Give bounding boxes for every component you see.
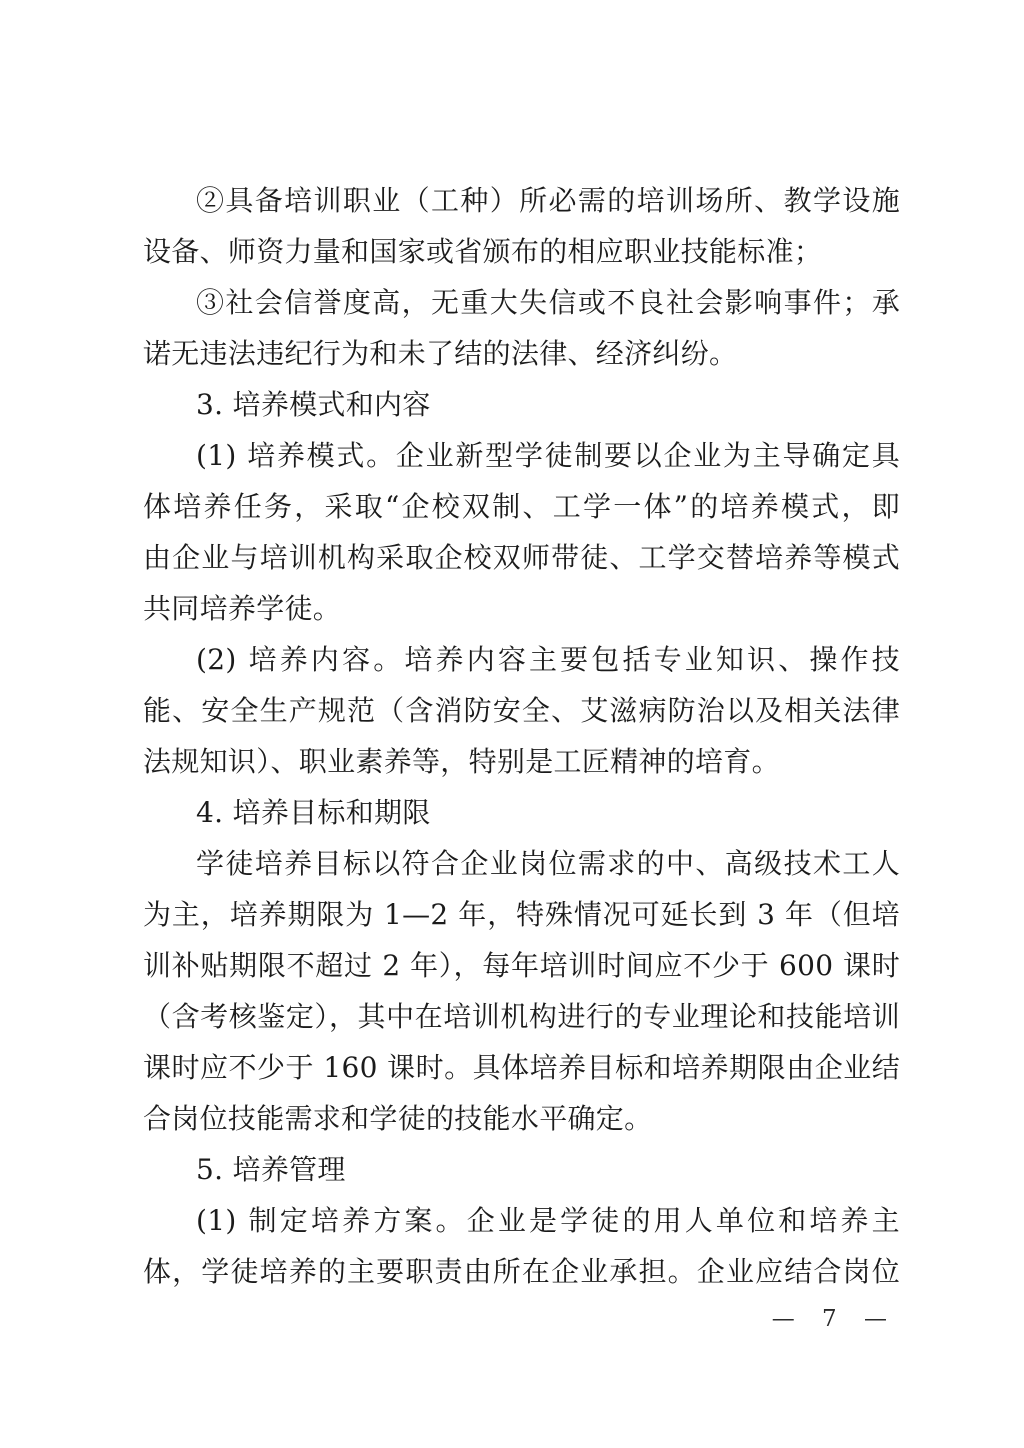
text-line: 共同培养学徒。 bbox=[143, 592, 342, 625]
text-line: 由企业与培训机构采取企校双师带徒、工学交替培养等模式 bbox=[143, 541, 900, 574]
text-line: 合岗位技能需求和学徒的技能水平确定。 bbox=[143, 1102, 653, 1135]
text-line: 课时应不少于 160 课时。具体培养目标和培养期限由企业结 bbox=[143, 1051, 900, 1084]
text-line: 设备、师资力量和国家或省颁布的相应职业技能标准； bbox=[143, 235, 823, 268]
section-heading: 3. 培养模式和内容 bbox=[196, 388, 431, 421]
text-line: 体培养任务，采取“企校双制、工学一体”的培养模式，即 bbox=[143, 490, 900, 523]
text-line: (1) 培养模式。企业新型学徒制要以企业为主导确定具 bbox=[196, 439, 900, 472]
text-line: 能、安全生产规范（含消防安全、艾滋病防治以及相关法律 bbox=[143, 694, 900, 727]
text-line: ③社会信誉度高，无重大失信或不良社会影响事件；承 bbox=[196, 286, 900, 319]
section-heading: 5. 培养管理 bbox=[196, 1153, 346, 1186]
page-number: — 7 — bbox=[771, 1306, 897, 1332]
text-line: 诺无违法违纪行为和未了结的法律、经济纠纷。 bbox=[143, 337, 738, 370]
text-line: 法规知识）、职业素养等，特别是工匠精神的培育。 bbox=[143, 745, 780, 778]
text-line: （含考核鉴定），其中在培训机构进行的专业理论和技能培训 bbox=[143, 1000, 900, 1033]
text-line: ②具备培训职业（工种）所必需的培训场所、教学设施 bbox=[196, 184, 900, 217]
text-line: (2) 培养内容。培养内容主要包括专业知识、操作技 bbox=[196, 643, 900, 676]
text-line: (1) 制定培养方案。企业是学徒的用人单位和培养主 bbox=[196, 1204, 900, 1237]
document-text-block bbox=[143, 175, 900, 1297]
section-heading: 4. 培养目标和期限 bbox=[196, 796, 431, 829]
text-line: 训补贴期限不超过 2 年），每年培训时间应不少于 600 课时 bbox=[143, 949, 900, 982]
text-line: 学徒培养目标以符合企业岗位需求的中、高级技术工人 bbox=[196, 847, 900, 880]
text-line: 体，学徒培养的主要职责由所在企业承担。企业应结合岗位 bbox=[143, 1255, 900, 1288]
text-line: 为主，培养期限为 1—2 年，特殊情况可延长到 3 年（但培 bbox=[143, 898, 900, 931]
